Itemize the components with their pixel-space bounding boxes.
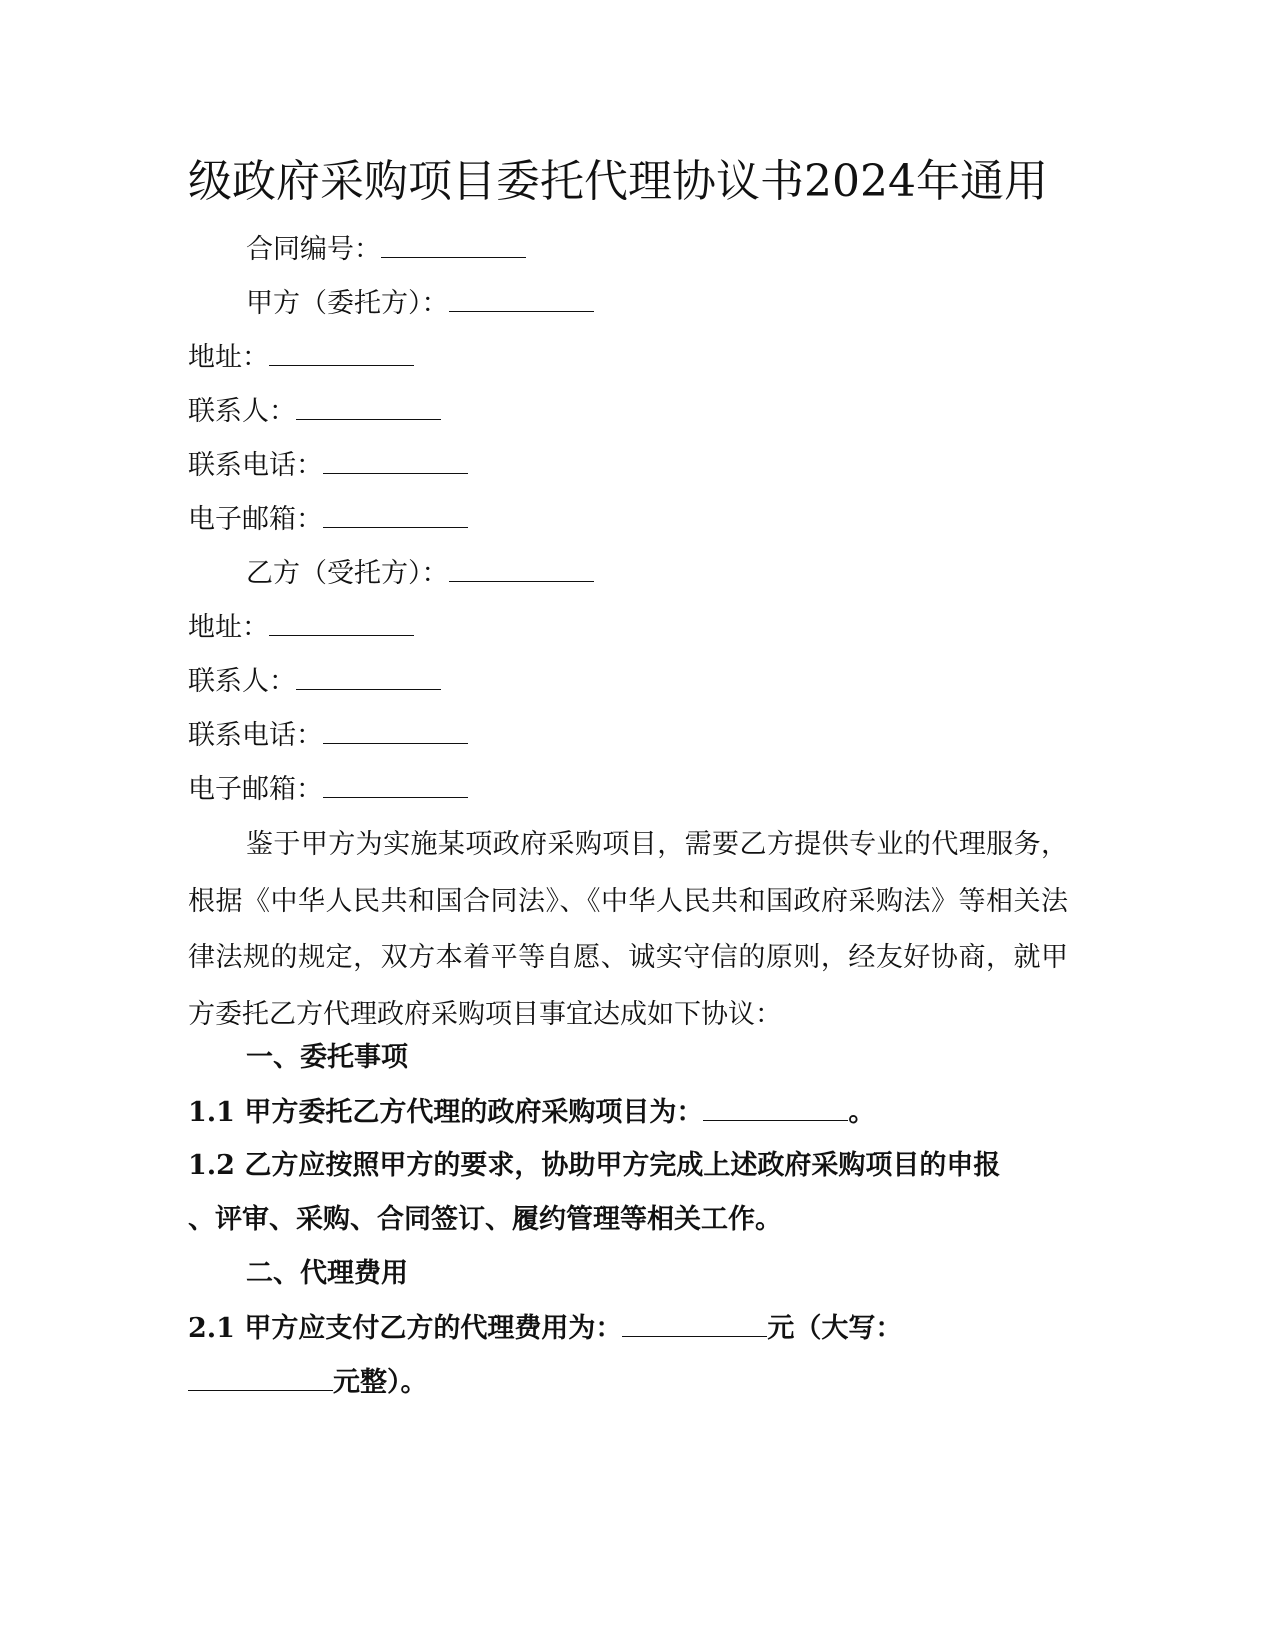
party-a-heading: 甲方（委托方）： — [246, 288, 449, 319]
section-1-item-2-line-2: 、评审、采购、合同签订、履约管理等相关工作。 — [188, 1204, 782, 1235]
section-1-item-1-text: 1.1 甲方委托乙方代理的政府采购项目为： — [188, 1097, 704, 1128]
party-b-phone-label: 联系电话： — [188, 720, 323, 751]
party-a-phone-line — [188, 445, 468, 486]
party-a-phone-blank — [323, 445, 468, 474]
party-b-contact-blank — [296, 661, 441, 690]
party-b-email-label: 电子邮箱： — [188, 774, 323, 805]
fee-amount-words-blank — [188, 1362, 333, 1391]
section-2-item-1-mid: 元（大写： — [767, 1313, 903, 1344]
party-b-contact-line — [188, 661, 441, 702]
party-a-address-line — [188, 337, 414, 378]
party-b-contact-label: 联系人： — [188, 666, 296, 697]
party-a-email-blank — [323, 499, 468, 528]
party-b-phone-line — [188, 715, 468, 756]
section-2-item-1 — [188, 1308, 902, 1349]
party-b-email-blank — [323, 769, 468, 798]
party-a-contact-label: 联系人： — [188, 396, 296, 427]
contract-number-blank — [381, 229, 526, 258]
section-2-heading: 二、代理费用 — [246, 1258, 408, 1289]
party-b-address-line — [188, 607, 414, 648]
document-title: 级政府采购项目委托代理协议书2024年通用 — [188, 156, 1048, 207]
section-2-item-1-continued — [188, 1362, 428, 1403]
project-name-blank — [703, 1092, 848, 1121]
party-b-phone-blank — [323, 715, 468, 744]
fee-amount-blank — [622, 1308, 767, 1337]
party-b-address-blank — [269, 607, 414, 636]
section-2-item-1-text: 2.1 甲方应支付乙方的代理费用为： — [188, 1313, 623, 1344]
section-1-heading: 一、委托事项 — [246, 1042, 408, 1073]
section-1-item-2-line-1: 1.2 乙方应按照甲方的要求，协助甲方完成上述政府采购项目的申报 — [188, 1150, 1001, 1181]
party-a-address-label: 地址： — [188, 342, 269, 373]
contract-number-line — [246, 229, 526, 270]
party-a-address-blank — [269, 337, 414, 366]
section-1-item-1-suffix: 。 — [848, 1097, 876, 1128]
party-b-heading-line — [246, 553, 594, 594]
party-a-phone-label: 联系电话： — [188, 450, 323, 481]
party-a-heading-line — [246, 283, 594, 324]
party-b-name-blank — [449, 553, 594, 582]
party-a-contact-blank — [296, 391, 441, 420]
contract-number-label: 合同编号： — [246, 234, 381, 265]
section-2-item-1-suffix: 元整）。 — [333, 1367, 428, 1398]
party-b-email-line — [188, 769, 468, 810]
party-a-name-blank — [449, 283, 594, 312]
party-a-email-line — [188, 499, 468, 540]
section-1-item-1 — [188, 1092, 875, 1133]
party-b-address-label: 地址： — [188, 612, 269, 643]
party-a-contact-line — [188, 391, 441, 432]
preamble-paragraph: 鉴于甲方为实施某项政府采购项目，需要乙方提供专业的代理服务，根据《中华人民共和国合同法》、《中华人民共和国政府采购法》等相关法律法规的规定，双方本着平等自愿、诚实守信的原则，经友好协商，就甲方委托乙方代理政府采购项目事宜达成如下协议： — [188, 829, 1068, 1030]
party-a-email-label: 电子邮箱： — [188, 504, 323, 535]
party-b-heading: 乙方（受托方）： — [246, 558, 449, 589]
